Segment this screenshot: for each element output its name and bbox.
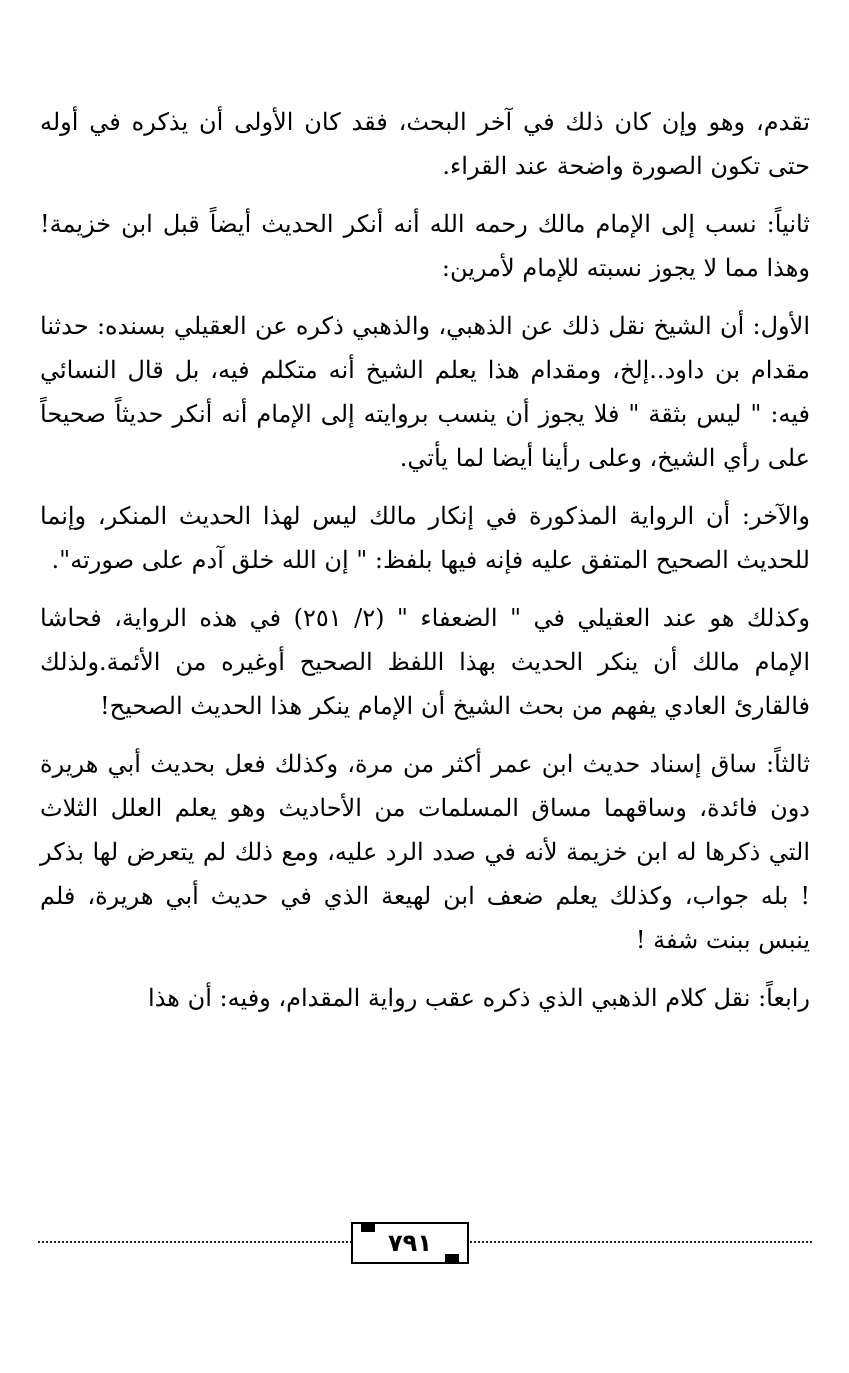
page-footer [38, 1222, 812, 1272]
paragraph-fourth-point: رابعاً: نقل كلام الذهبي الذي ذكره عقب رواية المقدام، وفيه: أن هذا [148, 984, 810, 1012]
paragraph-third-point: ثالثاً: ساق إسناد حديث ابن عمر أكثر من مرة، وكذلك فعل بحديث أبي هريرة دون فائدة، وساقهما مساق المسلمات من الأحاديث وهو يعلم العلل الثلاث التي ذكرها له ابن خزيمة لأنه في صدد الرد عليه، ومع ذلك لم يتعرض لها بذكر ! بله جواب، وكذلك يعلم ضعف ابن لهيعة الذي في حديث أبي هريرة، فلم ينبس ببنت شفة ! [40, 750, 810, 954]
paragraph-first-reason: الأول: أن الشيخ نقل ذلك عن الذهبي، والذهبي ذكره عن العقيلي بسنده: حدثنا مقدام بن داود..إلخ، ومقدام هذا يعلم الشيخ أنه متكلم فيه، بل قال النسائي فيه: " ليس بثقة " فلا يجوز أن ينسب بروايته إلى الإمام أنه أنكر حديثاً صحيحاً على رأي الشيخ، وعلى رأينا أيضا لما يأتي. [40, 312, 810, 472]
paragraph-uqaili: وكذلك هو عند العقيلي في " الضعفاء " (٢/ ٢٥١) في هذه الرواية، فحاشا الإمام مالك أن ينكر الحديث بهذا اللفظ الصحيح أوغيره من الأئمة.ولذلك فالقارئ العادي يفهم من بحث الشيخ أن الإمام ينكر هذا الحديث الصحيح! [40, 604, 811, 720]
page-number: ٧٩١ [388, 1229, 432, 1257]
paragraph-continuation: تقدم، وهو وإن كان ذلك في آخر البحث، فقد كان الأولى أن يذكره في أوله حتى تكون الصورة واضحة عند القراء. [40, 108, 810, 180]
page-number-frame [351, 1222, 469, 1264]
page-body [40, 100, 810, 1034]
paragraph-second-reason: والآخر: أن الرواية المذكورة في إنكار مالك ليس لهذا الحديث المنكر، وإنما للحديث الصحيح المتفق عليه فإنه فيها بلفظ: " إن الله خلق آدم على صورته". [40, 502, 810, 574]
paragraph-second-point: ثانياً: نسب إلى الإمام مالك رحمه الله أنه أنكر الحديث أيضاً قبل ابن خزيمة! وهذا مما لا يجوز نسبته للإمام لأمرين: [40, 210, 810, 282]
